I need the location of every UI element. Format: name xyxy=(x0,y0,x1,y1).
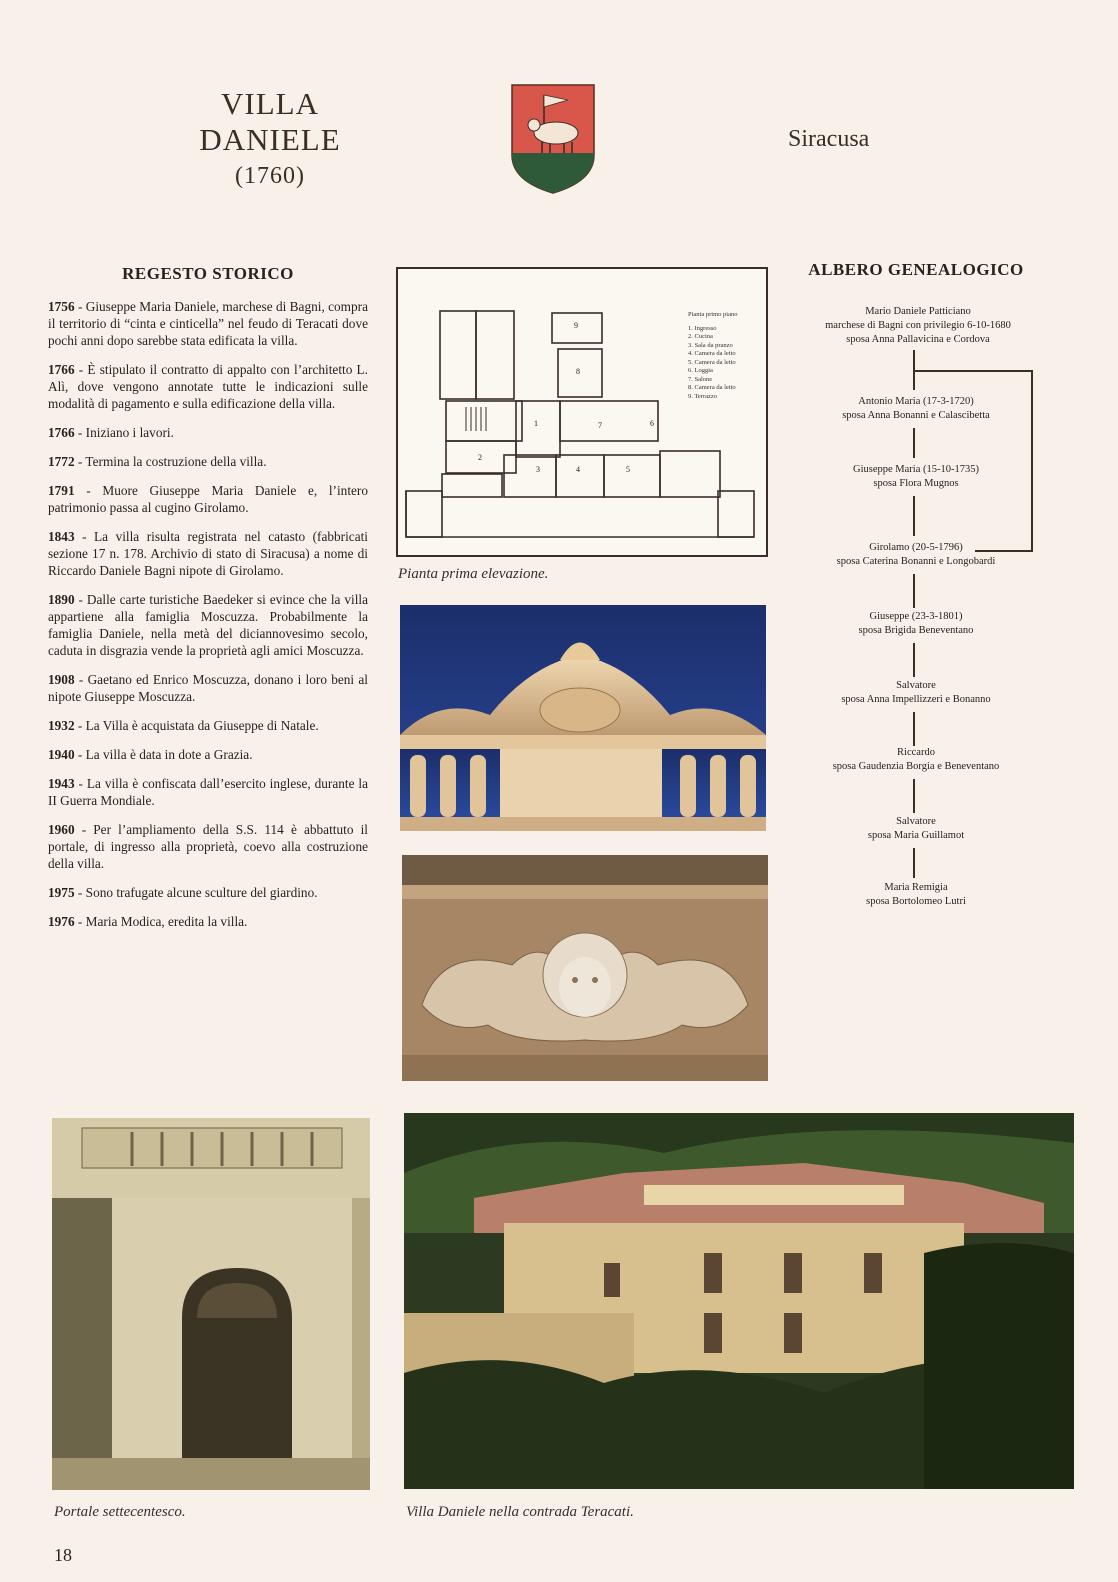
title-line-2: DANIELE xyxy=(199,122,341,157)
villa-photo xyxy=(404,1113,1074,1489)
regesto-text: - Gaetano ed Enrico Moscuzza, donano i loro beni al nipote Giuseppe Moscuzza. xyxy=(48,672,368,704)
family-member: Mario Daniele Patticiano marchese di Bagni con privilegio 6-10-1680 sposa Anna Pallavicina e Cordova xyxy=(825,306,1011,345)
regesto-entry xyxy=(48,671,368,705)
regesto-text: - Per l’ampliamento della S.S. 114 è abbattuto il portale, di ingresso alla proprietà, coevo alla costruzione della villa. xyxy=(48,822,368,871)
regesto-text: - La villa risulta registrata nel catasto (fabbricati sezione 17 n. 178. Archivio di stato di Siracusa) a nome di Riccardo Daniele Bagni nipote di Girolamo. xyxy=(48,529,368,578)
regesto-year: 1766 xyxy=(48,362,75,377)
family-member: Antonio Maria (17-3-1720) sposa Anna Bonanni e Calascibetta xyxy=(842,396,990,421)
title-year: (1760) xyxy=(235,163,305,189)
tree-connector xyxy=(913,712,915,746)
regesto-entry xyxy=(48,482,368,516)
regesto-year: 1843 xyxy=(48,529,75,544)
albero-genealogico xyxy=(790,260,1042,280)
regesto-text: - La Villa è acquistata da Giuseppe di Natale. xyxy=(74,718,319,733)
legend-item: 7. Salone xyxy=(688,375,713,383)
regesto-year: 1791 xyxy=(48,483,75,498)
room-number: 6 xyxy=(650,419,654,428)
regesto-year: 1960 xyxy=(48,822,75,837)
room-number: 7 xyxy=(598,421,602,430)
legend-item: 8. Camera da letto xyxy=(688,384,736,391)
family-member: Riccardo sposa Gaudenzia Borgia e Beneventano xyxy=(832,747,1000,772)
regesto-year: 1890 xyxy=(48,592,75,607)
regesto-text: - Iniziano i lavori. xyxy=(74,425,174,440)
tree-connector xyxy=(913,370,1033,372)
balustrade-photo xyxy=(400,605,766,831)
regesto-text: - È stipulato il contratto di appalto con l’architetto L. Alì, dove vengono annotate tutte le indicazioni sulle modalità di pagamento e sulla edificazione della villa. xyxy=(48,362,368,411)
regesto-year: 1772 xyxy=(48,454,75,469)
legend-item: 4. Camera da letto xyxy=(688,350,736,357)
portale-photo xyxy=(52,1118,370,1490)
family-member: Girolamo (20-5-1796) sposa Caterina Bonanni e Longobardi xyxy=(836,542,996,567)
regesto-text: - Giuseppe Maria Daniele, marchese di Bagni, compra il territorio di “cinta e cinticella” nel feudo di Teracati dove pochi anni dopo sarebbe stata edificata la villa. xyxy=(48,299,368,348)
plan-caption: Pianta prima elevazione. xyxy=(398,566,549,582)
legend-item: 5. Camera da letto xyxy=(688,358,736,366)
portale-caption: Portale settecentesco. xyxy=(54,1504,186,1520)
plan-legend xyxy=(688,311,737,401)
family-member: Salvatore sposa Maria Guillamot xyxy=(867,816,965,841)
room-number: 3 xyxy=(536,465,540,474)
room-number: 2 xyxy=(478,453,482,462)
room-number: 8 xyxy=(576,367,580,376)
page-number: 18 xyxy=(54,1545,72,1565)
regesto-entry xyxy=(48,746,368,763)
regesto-entry xyxy=(48,717,368,734)
family-member: Giuseppe (23-3-1801) sposa Brigida Beneventano xyxy=(858,611,974,636)
cherub-photo xyxy=(402,855,768,1081)
legend-item: 2. Cucina xyxy=(688,333,713,340)
tree-connector xyxy=(913,779,915,813)
regesto-entry xyxy=(48,528,368,579)
regesto-text: - La villa è data in dote a Grazia. xyxy=(74,747,253,762)
regesto-text: - Maria Modica, eredita la villa. xyxy=(74,914,248,929)
regesto-entry xyxy=(48,453,368,470)
page-title xyxy=(170,86,370,194)
legend-item: 3. Sala da pranzo xyxy=(688,341,733,349)
title-line-1: VILLA xyxy=(221,86,319,121)
regesto-storico xyxy=(48,264,368,942)
legend-item: 9. Terrazzo xyxy=(688,392,718,400)
regesto-entry xyxy=(48,424,368,441)
plan-legend-list xyxy=(688,325,737,402)
legend-item: 1. Ingresso xyxy=(688,324,717,332)
room-number: 1 xyxy=(534,419,538,428)
city-name: Siracusa xyxy=(788,126,870,152)
regesto-text: - Sono trafugate alcune sculture del giardino. xyxy=(74,885,318,900)
legend-item: 6. Loggia xyxy=(688,367,713,374)
room-number: 4 xyxy=(576,465,580,474)
tree-connector xyxy=(913,496,915,536)
regesto-year: 1756 xyxy=(48,299,75,314)
albero-heading: ALBERO GENEALOGICO xyxy=(808,260,1024,279)
family-member: Giuseppe Maria (15-10-1735) sposa Flora Mugnos xyxy=(853,464,979,489)
regesto-entry xyxy=(48,884,368,901)
regesto-entry xyxy=(48,298,368,349)
coat-of-arms-icon xyxy=(510,83,596,195)
regesto-year: 1975 xyxy=(48,885,75,900)
regesto-entry xyxy=(48,361,368,412)
tree-connector xyxy=(913,574,915,608)
regesto-text: - Termina la costruzione della villa. xyxy=(74,454,267,469)
tree-connector xyxy=(913,643,915,677)
regesto-year: 1940 xyxy=(48,747,75,762)
room-number: 9 xyxy=(574,321,578,330)
floor-plan xyxy=(396,267,768,557)
regesto-entry xyxy=(48,821,368,872)
family-member: Salvatore sposa Anna Impellizzeri e Bonanno xyxy=(841,680,991,705)
regesto-year: 1766 xyxy=(48,425,75,440)
tree-connector xyxy=(913,848,915,878)
regesto-entry xyxy=(48,913,368,930)
regesto-list xyxy=(48,298,368,930)
regesto-text: - La villa è confiscata dall’esercito inglese, durante la II Guerra Mondiale. xyxy=(48,776,368,808)
regesto-text: - Dalle carte turistiche Baedeker si evince che la villa appartiene alla famiglia Moscuzza. Probabilmente la famiglia Daniele, nella metà del diciannovesimo secolo, caduta in disgrazia vende la proprietà agli amici Moscuzza. xyxy=(48,592,368,658)
regesto-year: 1908 xyxy=(48,672,75,687)
plan-legend-title: Pianta primo piano xyxy=(688,311,738,318)
regesto-text: - Muore Giuseppe Maria Daniele e, l’intero patrimonio passa al cugino Girolamo. xyxy=(48,483,368,515)
regesto-entry xyxy=(48,775,368,809)
room-number: 5 xyxy=(626,465,630,474)
family-member: Maria Remigia sposa Bortolomeo Lutri xyxy=(866,882,966,907)
regesto-year: 1943 xyxy=(48,776,75,791)
regesto-entry xyxy=(48,591,368,659)
regesto-year: 1976 xyxy=(48,914,75,929)
villa-caption: Villa Daniele nella contrada Teracati. xyxy=(406,1504,634,1520)
regesto-year: 1932 xyxy=(48,718,75,733)
regesto-heading: REGESTO STORICO xyxy=(122,264,294,283)
tree-connector xyxy=(913,428,915,458)
